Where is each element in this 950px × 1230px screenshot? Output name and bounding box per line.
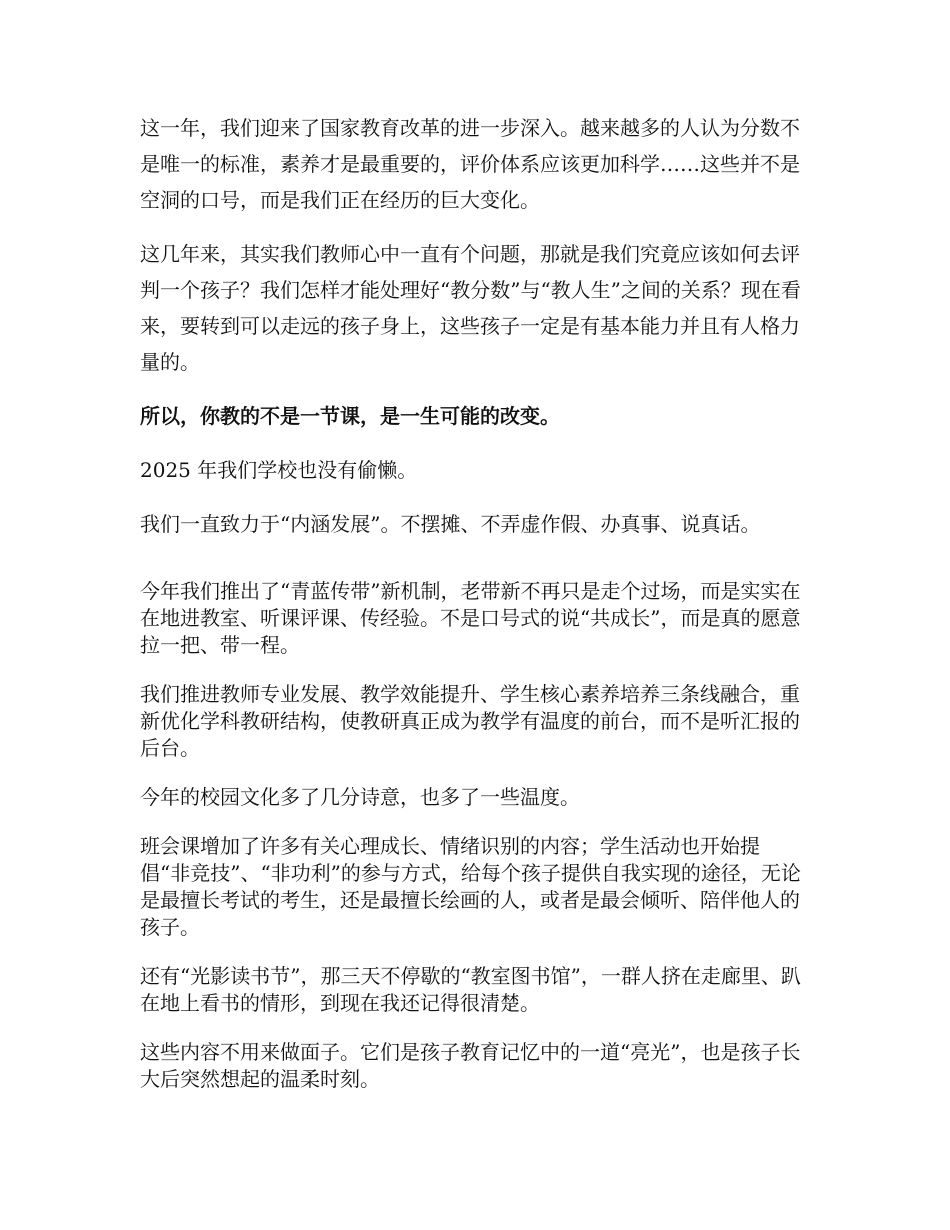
paragraph-bright-light: 这些内容不用来做面子。它们是孩子教育记忆中的一道“亮光”，也是孩子长大后突然想起的温柔时刻。 [140,1040,801,1091]
paragraph-class-meetings: 班会课增加了许多有关心理成长、情绪识别的内容；学生活动也开始提倡“非竞技”、“非功利”的参与方式，给每个孩子提供自我实现的途径，无论是最擅长考试的考生，还是最擅长绘画的人，或者是最会倾听、陪伴他人的孩子。 [140,834,801,939]
paragraph-campus-culture: 今年的校园文化多了几分诗意，也多了一些温度。 [140,785,580,809]
paragraph-emphasis: 所以，你教的不是一节课，是一生可能的改变。 [140,404,560,428]
paragraph-teacher-question: 这几年来，其实我们教师心中一直有个问题，那就是我们究竟应该如何去评判一个孩子？我们怎样才能处理好“教分数”与“教人生”之间的关系？现在看来，要转到可以走远的孩子身上，这些孩子一定是有基本能力并且有人格力量的。 [140,242,801,374]
paragraph-professional-development: 我们推进教师专业发展、教学效能提升、学生核心素养培养三条线融合，重新优化学科教研结构，使教研真正成为教学有温度的前台，而不是听汇报的后台。 [140,682,800,760]
document-body [140,110,805,1093]
paragraph-education-reform: 这一年，我们迎来了国家教育改革的进一步深入。越来越多的人认为分数不是唯一的标准，素养才是最重要的，评价体系应该更加科学……这些并不是空洞的口号，而是我们正在经历的巨大变化。 [140,116,800,212]
paragraph-school-2025: 2025 年我们学校也没有偷懒。 [140,458,418,482]
paragraph-connotation-development: 我们一直致力于“内涵发展”。不摆摊、不弄虚作假、办真事、说真话。 [140,512,761,536]
paragraph-reading-festival: 还有“光影读书节”，那三天不停歇的“教室图书馆”，一群人挤在走廊里、趴在地上看书的情形，到现在我还记得很清楚。 [140,964,801,1015]
paragraph-mentorship: 今年我们推出了“青蓝传带”新机制，老带新不再只是走个过场，而是实实在在地进教室、听课评课、传经验。不是口号式的说“共成长”，而是真的愿意拉一把、带一程。 [140,579,801,657]
